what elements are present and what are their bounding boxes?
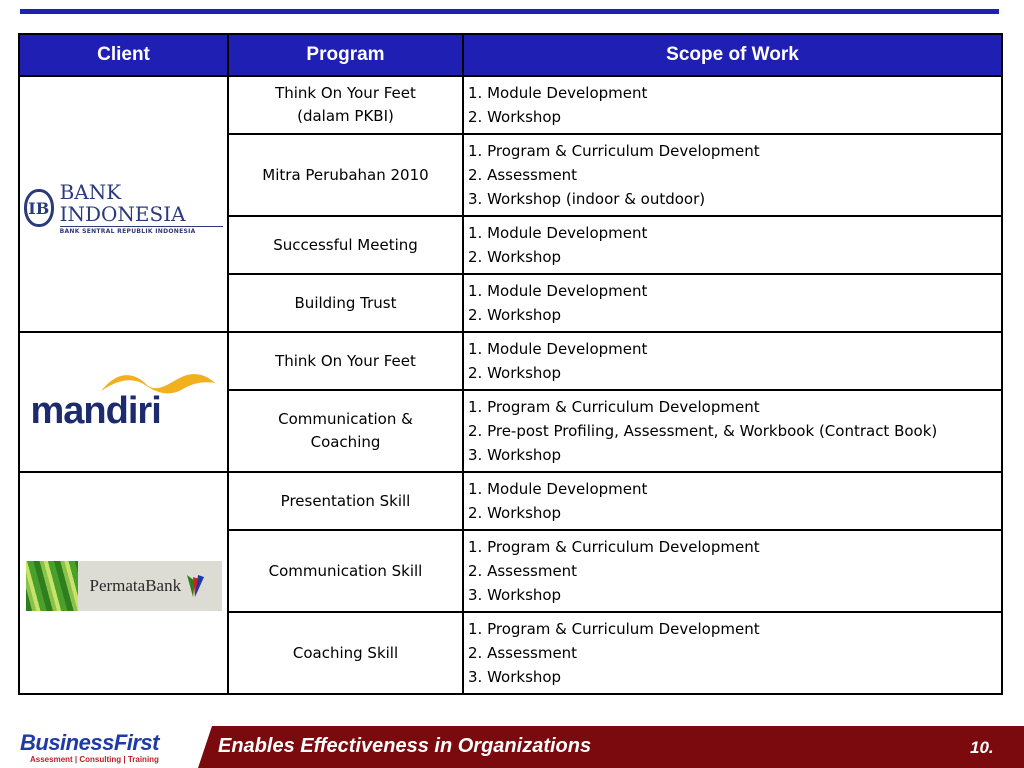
mandiri-logo	[29, 369, 219, 431]
program-cell: Presentation Skill	[228, 472, 463, 530]
footer-tagline: Enables Effectiveness in Organizations	[218, 735, 592, 757]
scope-item: 3. Workshop (indoor & outdoor)	[468, 190, 706, 208]
bi-logo-name: BANK INDONESIA	[59, 180, 186, 226]
bank-indonesia-logo	[24, 173, 223, 235]
header-scope: Scope of Work	[463, 34, 1002, 76]
scope-item: 2. Workshop	[468, 364, 562, 382]
scope-item: 2. Workshop	[468, 306, 562, 324]
scope-item: 3. Workshop	[468, 586, 562, 604]
scope-item: 2. Assessment	[468, 644, 578, 662]
scope-cell	[463, 390, 1002, 472]
client-cell-mandiri	[19, 332, 228, 472]
scope-item: 2. Pre-post Profiling, Assessment, & Workbook (Contract Book)	[468, 422, 938, 440]
scope-item: 1. Module Development	[468, 480, 648, 498]
top-rule	[20, 9, 999, 14]
scope-cell	[463, 216, 1002, 274]
program-cell: Mitra Perubahan 2010	[228, 134, 463, 216]
scope-item: 1. Module Development	[468, 84, 648, 102]
program-cell: Building Trust	[228, 274, 463, 332]
table-row	[19, 332, 1002, 390]
permata-name-part2: Bank	[145, 576, 182, 595]
scope-cell	[463, 472, 1002, 530]
businessfirst-logo	[20, 731, 190, 768]
permata-v-icon	[185, 573, 205, 599]
scope-item: 1. Module Development	[468, 340, 648, 358]
permata-name-part1: Permata	[89, 576, 146, 595]
scope-item: 1. Program & Curriculum Development	[468, 538, 760, 556]
permatabank-logo	[26, 561, 222, 611]
bi-emblem-icon: IB	[24, 189, 54, 227]
scope-item: 1. Module Development	[468, 224, 648, 242]
program-cell: Coaching Skill	[228, 612, 463, 694]
table-header-row	[19, 34, 1002, 76]
scope-item: 2. Workshop	[468, 248, 562, 266]
scope-item: 1. Program & Curriculum Development	[468, 142, 760, 160]
program-cell: Think On Your Feet	[228, 332, 463, 390]
scope-item: 2. Workshop	[468, 108, 562, 126]
page-number: 10.	[970, 738, 994, 757]
table-row	[19, 76, 1002, 134]
scope-cell	[463, 612, 1002, 694]
scope-cell	[463, 332, 1002, 390]
brand-name: BusinessFirst	[20, 730, 159, 755]
program-cell: Think On Your Feet (dalam PKBI)	[228, 76, 463, 134]
client-cell-bank-indonesia	[19, 76, 228, 332]
clients-table	[18, 33, 1003, 695]
scope-item: 3. Workshop	[468, 668, 562, 686]
client-cell-permatabank	[19, 472, 228, 694]
permata-stripes-icon	[26, 561, 78, 611]
scope-item: 1. Program & Curriculum Development	[468, 398, 760, 416]
bi-logo-sub: BANK SENTRAL REPUBLIK INDONESIA	[60, 226, 223, 235]
scope-cell	[463, 76, 1002, 134]
scope-item: 2. Workshop	[468, 504, 562, 522]
program-cell: Communication & Coaching	[228, 390, 463, 472]
header-client: Client	[19, 34, 228, 76]
program-cell: Successful Meeting	[228, 216, 463, 274]
scope-cell	[463, 530, 1002, 612]
scope-item: 3. Workshop	[468, 446, 562, 464]
scope-item: 1. Module Development	[468, 282, 648, 300]
scope-cell	[463, 274, 1002, 332]
scope-item: 1. Program & Curriculum Development	[468, 620, 760, 638]
scope-cell	[463, 134, 1002, 216]
program-cell: Communication Skill	[228, 530, 463, 612]
header-program: Program	[228, 34, 463, 76]
mandiri-logo-text: mandiri	[30, 390, 161, 432]
table-row	[19, 472, 1002, 530]
scope-item: 2. Assessment	[468, 166, 578, 184]
brand-tagline: Assesment | Consulting | Training	[30, 755, 159, 764]
scope-item: 2. Assessment	[468, 562, 578, 580]
